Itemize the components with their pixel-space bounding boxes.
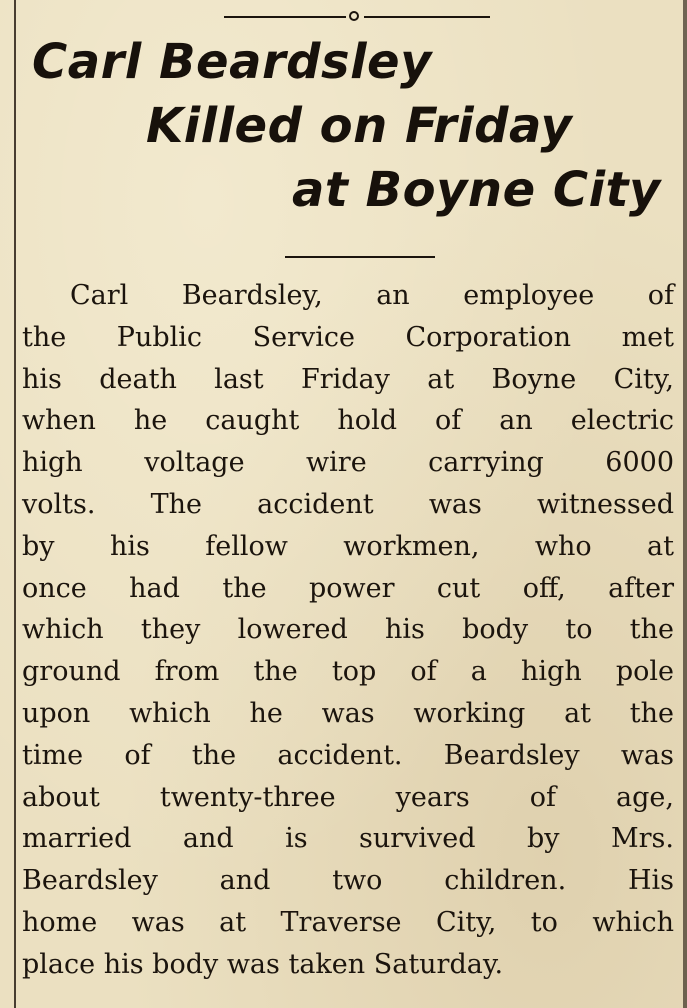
article-line: by his fellow workmen, who at bbox=[22, 530, 674, 562]
article-line: the Public Service Corporation met bbox=[22, 321, 674, 353]
article-body bbox=[22, 275, 674, 986]
article-line: time of the accident. Beardsley was bbox=[22, 739, 674, 771]
headline-line-3: at Boyne City bbox=[292, 162, 661, 218]
article-line: about twenty-three years of age, bbox=[22, 781, 674, 813]
ornament-line-left bbox=[224, 16, 346, 18]
article-line: upon which he was working at the bbox=[22, 697, 674, 729]
article-line: Carl Beardsley, an employee of bbox=[70, 280, 674, 311]
article-line: which they lowered his body to the bbox=[22, 614, 674, 646]
ornament-line-right bbox=[364, 16, 490, 18]
column-rule-left bbox=[14, 0, 16, 1008]
headline bbox=[28, 30, 678, 222]
article-line: place his body was taken Saturday. bbox=[22, 948, 504, 980]
article-line: when he caught hold of an electric bbox=[22, 405, 674, 437]
column-rule-right bbox=[683, 0, 687, 1008]
article-line: once had the power cut off, after bbox=[22, 572, 674, 604]
article-line: Beardsley and two children. His bbox=[22, 865, 674, 897]
headline-line-1: Carl Beardsley bbox=[32, 34, 432, 90]
article-line: volts. The accident was witnessed bbox=[22, 488, 674, 520]
ornament-circle bbox=[349, 11, 359, 21]
article-line: high voltage wire carrying 6000 bbox=[22, 447, 674, 479]
article-line: ground from the top of a high pole bbox=[22, 656, 674, 688]
article-line: married and is survived by Mrs. bbox=[22, 823, 674, 855]
headline-divider bbox=[285, 256, 435, 258]
headline-line-2: Killed on Friday bbox=[146, 98, 573, 154]
ornament-rule bbox=[224, 8, 490, 24]
article-line: home was at Traverse City, to which bbox=[22, 906, 674, 938]
article-line: his death last Friday at Boyne City, bbox=[22, 363, 674, 395]
